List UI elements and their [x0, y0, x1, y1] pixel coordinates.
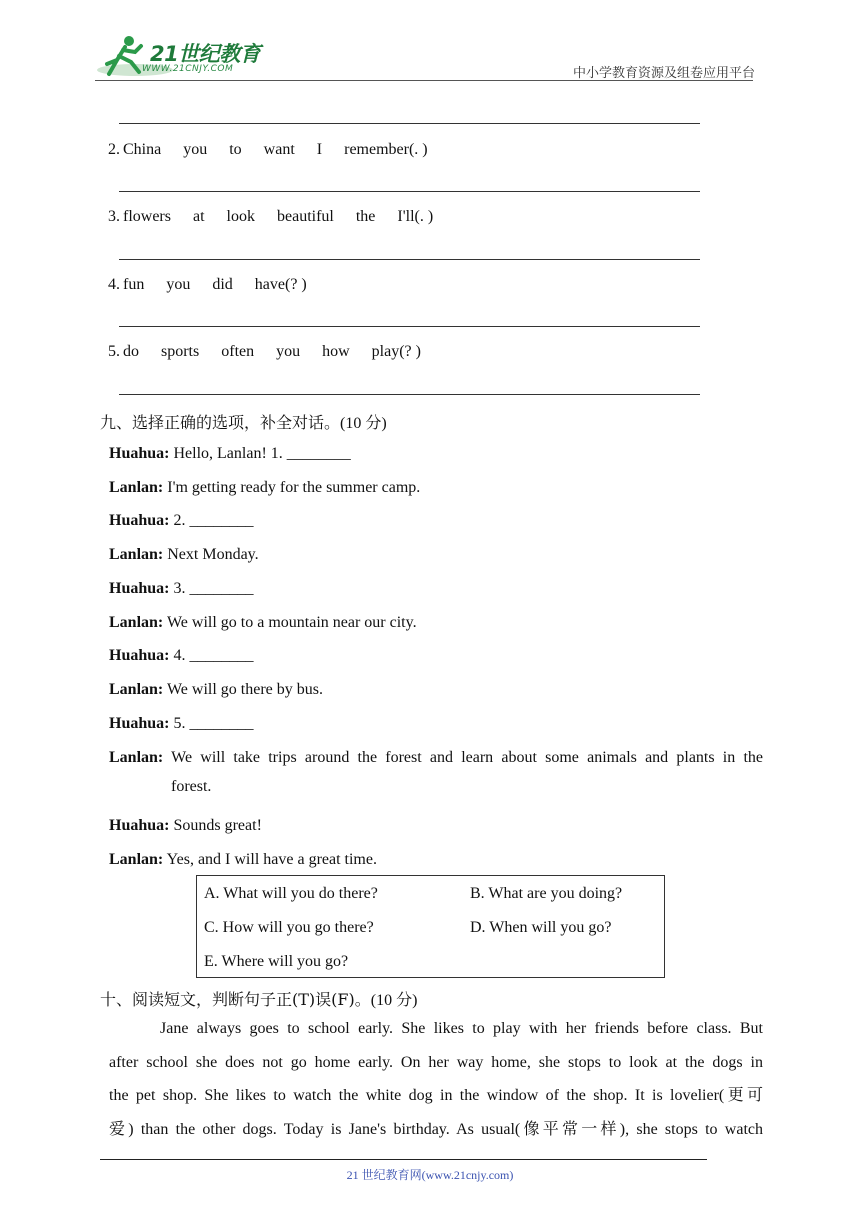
- answer-line-5: [119, 394, 700, 395]
- section-points: (10 分): [370, 992, 418, 1009]
- reorder-item-2: [108, 141, 428, 159]
- dialogue-text: 3. ________: [173, 580, 254, 597]
- section-title-text: 十、阅读短文，判断句子正(T)误(F)。: [100, 990, 371, 1009]
- section-9-title: [100, 410, 387, 433]
- word: to: [229, 141, 242, 158]
- speaker-label: Huahua:: [109, 512, 170, 529]
- option-e: E. Where will you go?: [204, 953, 349, 970]
- answer-line-1: [119, 123, 700, 124]
- passage-line: 爱) than the other dogs. Today is Jane's birthday. As usual(像平常一样), she stops to watch: [109, 1121, 763, 1139]
- speaker-label: Huahua:: [109, 445, 170, 462]
- word: you: [166, 276, 191, 293]
- speaker-label: Lanlan:: [109, 479, 164, 496]
- reorder-item-4: [108, 276, 307, 294]
- speaker-label: Huahua:: [109, 715, 170, 732]
- header-platform-text: 中小学教育资源及组卷应用平台: [573, 65, 756, 80]
- speaker-label: Huahua:: [109, 817, 170, 834]
- speaker-label: Lanlan:: [109, 614, 164, 631]
- dialogue-text: We will take trips around the forest and learn about some animals and plants in the: [171, 749, 763, 766]
- item-number: 2.: [108, 141, 120, 158]
- dialogue-text: 5. ________: [173, 715, 254, 732]
- passage-line: the pet shop. She likes to watch the white dog in the window of the shop. It is lovelier(更可: [109, 1087, 763, 1105]
- answer-line-3: [119, 259, 700, 260]
- dialogue-line-6: [109, 614, 417, 632]
- word: look: [226, 208, 255, 225]
- passage-line: Jane always goes to school early. She likes to play with her friends before class. But: [160, 1020, 763, 1037]
- item-number: 4.: [108, 276, 120, 293]
- section-points: (10 分): [340, 415, 387, 432]
- word: sports: [161, 343, 200, 360]
- dialogue-line-12: [109, 851, 377, 869]
- item-number: 3.: [108, 208, 120, 225]
- dialogue-text: I'm getting ready for the summer camp.: [167, 479, 421, 496]
- section-10-title: [100, 987, 417, 1010]
- dialogue-continuation: forest.: [171, 778, 212, 795]
- answer-line-4: [119, 326, 700, 327]
- section-title-text: 九、选择正确的选项，补全对话。: [100, 413, 341, 432]
- word: want: [263, 141, 295, 158]
- speaker-label: Lanlan:: [109, 851, 164, 868]
- dialogue-text: We will go to a mountain near our city.: [166, 614, 417, 631]
- dialogue-text: Hello, Lanlan! 1. ________: [173, 445, 351, 462]
- footer-text: 21 世纪教育网(www.21cnjy.com): [346, 1168, 514, 1182]
- option-a: A. What will you do there?: [204, 885, 378, 902]
- word: I: [316, 141, 323, 158]
- word: at: [192, 208, 205, 225]
- word: China: [123, 141, 162, 158]
- word: how: [322, 343, 350, 360]
- word: you: [183, 141, 208, 158]
- word: play(? ): [371, 343, 421, 360]
- word: the: [355, 208, 376, 225]
- reorder-item-5: [108, 343, 421, 361]
- item-number: 5.: [108, 343, 120, 360]
- passage-line: after school she does not go home early. On her way home, she stops to look at the dogs in: [109, 1053, 763, 1071]
- word: do: [123, 343, 139, 360]
- word: often: [221, 343, 255, 360]
- dialogue-text: We will go there by bus.: [166, 681, 323, 698]
- speaker-label: Lanlan:: [109, 749, 164, 766]
- answer-line-2: [119, 191, 700, 192]
- word: did: [212, 276, 233, 293]
- dialogue-text: 2. ________: [173, 512, 254, 529]
- option-c: C. How will you go there?: [204, 919, 374, 936]
- dialogue-line-7: [109, 647, 253, 665]
- speaker-label: Huahua:: [109, 580, 170, 597]
- footer-divider: [100, 1159, 707, 1160]
- logo-brand-text: 21世纪教育: [150, 42, 261, 66]
- dialogue-text: 4. ________: [173, 647, 254, 664]
- dialogue-text: Next Monday.: [167, 546, 259, 563]
- dialogue-line-first: [109, 749, 763, 767]
- dialogue-line-9: [109, 715, 253, 733]
- word: you: [276, 343, 301, 360]
- dialogue-line-10: [109, 749, 763, 796]
- dialogue-line-3: [109, 512, 253, 530]
- word: beautiful: [276, 208, 334, 225]
- dialogue-line-8: [109, 681, 323, 699]
- dialogue-line-4: [109, 546, 259, 564]
- word: remember(. ): [344, 141, 428, 158]
- speaker-label: Huahua:: [109, 647, 170, 664]
- header-divider: [95, 80, 753, 81]
- option-b: B. What are you doing?: [470, 885, 623, 902]
- dialogue-line-5: [109, 580, 253, 598]
- reorder-item-3: [108, 208, 433, 226]
- word: fun: [123, 276, 145, 293]
- word: I'll(. ): [397, 208, 434, 225]
- reading-passage: [109, 1012, 763, 1147]
- option-d: D. When will you go?: [470, 919, 612, 936]
- dialogue-line-11: [109, 817, 262, 835]
- dialogue-text: Sounds great!: [173, 817, 262, 834]
- word: flowers: [123, 208, 171, 225]
- word: have(? ): [254, 276, 307, 293]
- speaker-label: Lanlan:: [109, 546, 164, 563]
- logo-url-text: WWW.21CNJY.COM: [142, 64, 234, 74]
- speaker-label: Lanlan:: [109, 681, 164, 698]
- dialogue-line-1: [109, 445, 351, 463]
- dialogue-text: Yes, and I will have a great time.: [166, 851, 377, 868]
- dialogue-line-2: [109, 479, 420, 497]
